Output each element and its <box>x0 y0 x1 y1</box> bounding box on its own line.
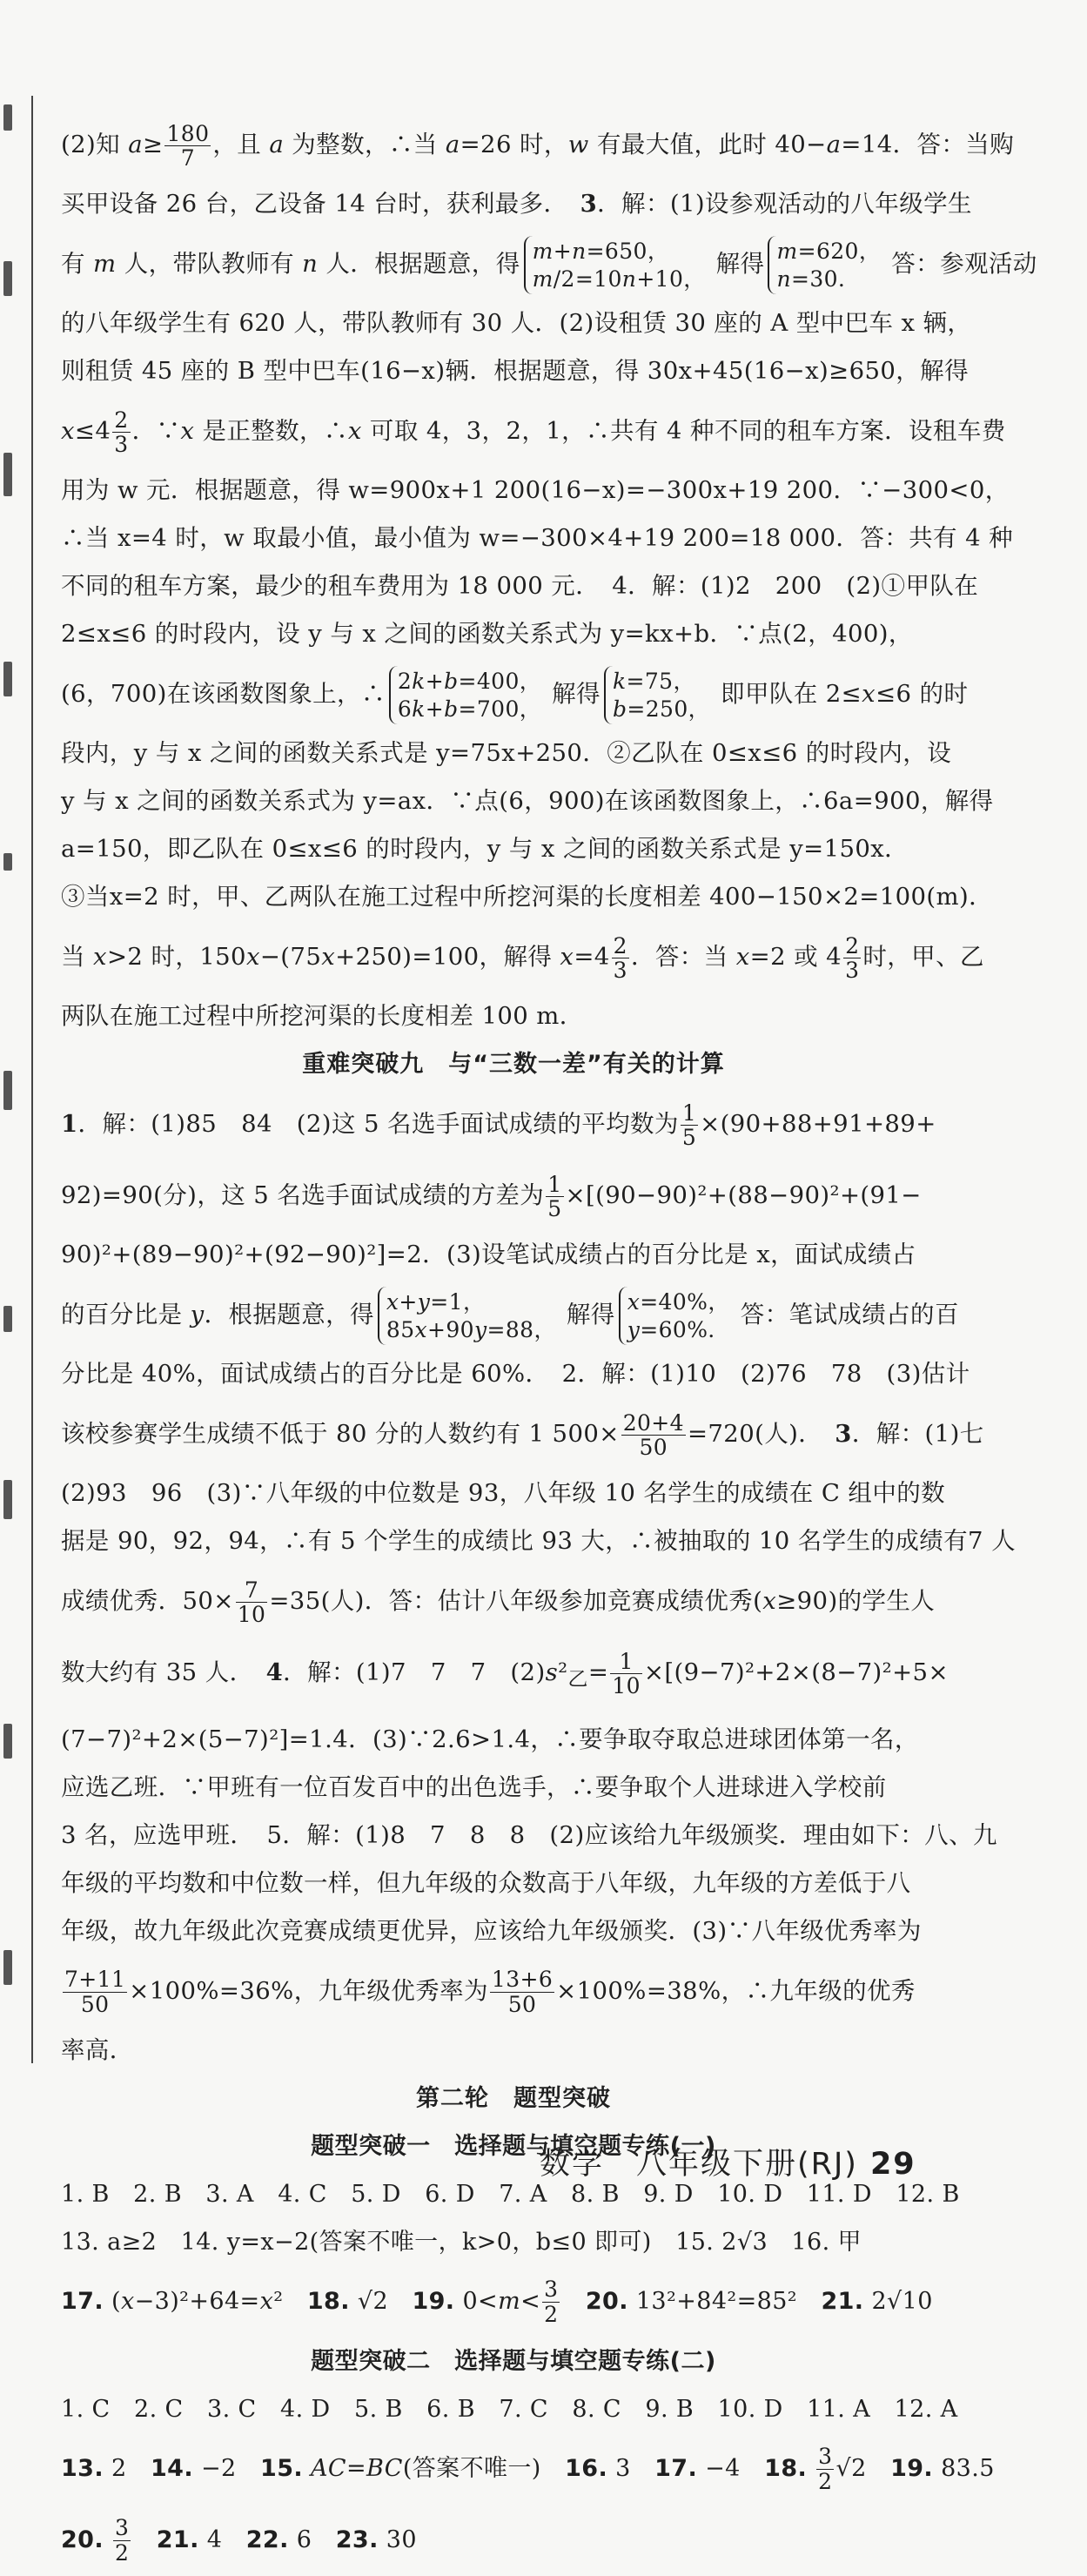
text-line: a=150，即乙队在 0≤x≤6 的时段内，y 与 x 之间的函数关系式是 y=150x． <box>61 835 909 863</box>
text-line: 买甲设备 26 台，乙设备 14 台时，获利最多． 3．解：(1)设参观活动的八年级学生 <box>61 190 972 218</box>
text-line: ∴当 x=4 时，w 取最小值，最小值为 w=−300×4+19 200=18 000．答：共有 4 种 <box>61 524 1014 552</box>
text-line: x≤4 $\frac{2}{3}$ ．∵x 是正整数，∴x 可取 4，3，2，1，∴共有 4 种不同的租车方案．设租车费 <box>61 407 1006 457</box>
fraction: $\frac{7}{10}$ <box>237 1577 266 1627</box>
answer-page <box>61 109 1037 2576</box>
text-line: 2≤x≤6 的时段内，设 y 与 x 之间的函数关系式为 y=kx+b．∵点(2，400)， <box>61 620 913 648</box>
equation-system: x+y=1， 85x+90y=88， <box>378 1287 563 1345</box>
solutions-block-2 <box>61 1088 1016 2075</box>
fraction: $\frac{3}{2}$ <box>115 2515 130 2566</box>
fraction: $\frac{1}{5}$ <box>681 1100 697 1150</box>
text-line: 3 名，应选甲班． 5．解：(1)8 7 8 8 (2)应该给九年级颁奖．理由如下：八、九 <box>61 1820 997 1849</box>
answer-row: 13. a≥2 14. y=x−2(答案不唯一，k>0，b≤0 即可) 15. 2√3 16. 甲 <box>61 2228 862 2256</box>
text-line: 两队在施工过程中所挖河渠的长度相差 100 m． <box>61 1002 584 1030</box>
text-line: 年级的平均数和中位数一样，但九年级的众数高于八年级，九年级的方差低于八 <box>61 1868 911 1897</box>
answer-row: 13. 2 14. −2 15. AC=BC(答案不唯一) 16. 3 17. −4 18. $\frac{3}{2}$ √2 19. 83.5 <box>61 2444 995 2494</box>
text-line: 该校参赛学生成绩不低于 80 分的人数约有 1 500× $\frac{20+4}{50}$ =720(人)． 3．解：(1)七 <box>61 1409 984 1460</box>
section-title: 题型突破二 选择题与填空题专练(二) <box>311 2347 716 2375</box>
text-line: 的百分比是 y．根据题意，得 x+y=1， 85x+90y=88， 解得 x=40%， y=60%． 答：笔试成绩占的百 <box>61 1279 966 1350</box>
equation-system: 2k+b=400， 6k+b=700， <box>389 666 548 724</box>
answer-row: 1. C 2. C 3. C 4. D 5. B 6. B 7. C 8. C 9. B 10. D 11. A 12. A <box>61 2395 958 2423</box>
fraction: $\frac{2}{3}$ <box>114 407 129 457</box>
section-title: 题型突破一 选择题与填空题专练(一) <box>311 2132 716 2160</box>
text-line: 据是 90，92，94，∴有 5 个学生的成绩比 93 大，∴被抽取的 10 名学生的成绩有7 人 <box>61 1527 1016 1555</box>
fraction: $\frac{180}{7}$ <box>166 120 210 171</box>
fraction: $\frac{1}{10}$ <box>612 1648 641 1698</box>
answer-row: 20. $\frac{3}{2}$ 21. 4 22. 6 23. 30 <box>61 2515 417 2566</box>
answer-list-1 <box>61 2170 966 2337</box>
text-line: 数大约有 35 人． 4．解：(1)7 7 7 $(2)s^2_乙=$ $\frac{1}{10}$ ×[(9−7)²+2×(8−7)²+5× <box>61 1648 949 1698</box>
answer-row: 1. B 2. B 3. A 4. C 5. D 6. D 7. A 8. B 9. D 10. D 11. D 12. B <box>61 2180 960 2208</box>
text-line: 1．解：(1)85 84 (2)这 5 名选手面试成绩的平均数为 $\frac{1}{5}$ ×(90+88+91+89+ <box>61 1100 936 1150</box>
equation-system: k=75， b=250， <box>604 666 717 724</box>
margin-rule <box>31 96 33 2063</box>
fraction: $\frac{13+6}{50}$ <box>491 1967 554 2017</box>
fraction: $\frac{3}{2}$ <box>544 2277 559 2327</box>
answer-row: 17. (x−3)²+64=x² 18. √2 19. 0<m< $\frac{3}{2}$ 20. 13²+84²=85² 21. 2√10 <box>61 2277 933 2327</box>
binding-edge-marks <box>0 0 35 2089</box>
round-title: 第二轮 题型突破 <box>416 2084 611 2112</box>
book-title: 数学 八年级下册(RJ) <box>540 2147 858 2182</box>
fraction: $\frac{7+11}{50}$ <box>64 1967 126 2017</box>
answer-list-2 <box>61 2385 995 2576</box>
page-number: 29 <box>869 2147 916 2182</box>
text-line: 的八年级学生有 620 人，带队教师有 30 人．(2)设租赁 30 座的 A 型中巴车 x 辆， <box>61 309 972 337</box>
text-line: (6，700)在该函数图象上，∴ 2k+b=400， 6k+b=700， 解得 k=75， b=250， 即甲队在 2≤x≤6 的时 <box>61 658 966 730</box>
equation-system: x=40%， y=60%． <box>619 1287 737 1345</box>
equation-system: m+n=650， m/2=10n+10， <box>524 236 713 294</box>
text-line: 用为 w 元．根据题意，得 w=900x+1 200(16−x)=−300x+19 200．∵−300<0， <box>61 476 1010 504</box>
fraction: $\frac{2}{3}$ <box>845 932 860 983</box>
text-line: 当 x>2 时，150x−(75x+250)=100，解得 x=4 $\frac{2}{3}$ ．答：当 x=2 或 4 $\frac{2}{3}$ 时，甲、乙 <box>61 932 984 983</box>
text-line: (2)知 a≥ $\frac{180}{7}$ ，且 a 为整数，∴当 a=26 时，w 有最大值，此时 40−a=14．答：当购 <box>61 120 1015 171</box>
page-footer <box>540 2140 916 2183</box>
text-line: 90)²+(89−90)²+(92−90)²]=2．(3)设笔试成绩占的百分比是 x，面试成绩占 <box>61 1241 916 1268</box>
equation-system: m=620， n=30． <box>768 236 888 294</box>
text-line: (7−7)²+2×(5−7)²]=1.4．(3)∵2.6>1.4，∴要争取夺取总进球团体第一名， <box>61 1725 919 1753</box>
section-title: 重难突破九 与“三数一差”有关的计算 <box>302 1051 725 1078</box>
text-line: 分比是 40%，面试成绩占的百分比是 60%． 2．解：(1)10 (2)76 78 (3)估计 <box>61 1360 970 1388</box>
text-line: 92)=90(分)，这 5 名选手面试成绩的方差为 $\frac{1}{5}$ ×[(90−90)²+(88−90)²+(91− <box>61 1171 922 1221</box>
text-line: $\frac{7+11}{50}$ ×100%=36%，九年级优秀率为 $\frac{13+6}{50}$ ×100%=38%，∴九年级的优秀 <box>64 1967 916 2017</box>
solutions-block-1 <box>61 109 1037 1040</box>
fraction: $\frac{1}{5}$ <box>547 1171 562 1221</box>
text-line: 年级，故九年级此次竞赛成绩更优异，应该给九年级颁奖．(3)∵八年级优秀率为 <box>61 1916 922 1945</box>
text-line: 应选乙班．∵甲班有一位百发百中的出色选手，∴要争取个人进球进入学校前 <box>61 1772 887 1801</box>
text-line: (2)93 96 (3)∵八年级的中位数是 93，八年级 10 名学生的成绩在 C 组中的数 <box>61 1479 946 1507</box>
fraction: $\frac{20+4}{50}$ <box>622 1409 684 1460</box>
text-line: 成绩优秀．50× $\frac{7}{10}$ =35(人)．答：估计八年级参加竞赛成绩优秀(x≥90)的学生人 <box>61 1577 936 1627</box>
text-line: y 与 x 之间的函数关系式为 y=ax．∵点(6，900)在该函数图象上，∴6a=900，解得 <box>61 787 994 815</box>
text-line: 则租赁 45 座的 B 型中巴车(16−x)辆．根据题意，得 30x+45(16−x)≥650，解得 <box>61 357 969 385</box>
text-line: 有 m 人，带队教师有 n 人．根据题意，得 m+n=650， m/2=10n+10， 解得 m=620， n=30． 答：参观活动 <box>61 228 966 299</box>
text-line: ③当x=2 时，甲、乙两队在施工过程中所挖河渠的长度相差 400−150×2=100(m)． <box>61 883 994 911</box>
fraction: $\frac{3}{2}$ <box>818 2444 833 2494</box>
text-line: 段内，y 与 x 之间的函数关系式是 y=75x+250．②乙队在 0≤x≤6 的时段内，设 <box>61 739 952 767</box>
text-line: 率高． <box>61 2035 134 2064</box>
fraction: $\frac{2}{3}$ <box>613 932 627 983</box>
text-line: 不同的租车方案，最少的租车费用为 18 000 元． 4．解：(1)2 200 (2)①甲队在 <box>61 572 979 600</box>
